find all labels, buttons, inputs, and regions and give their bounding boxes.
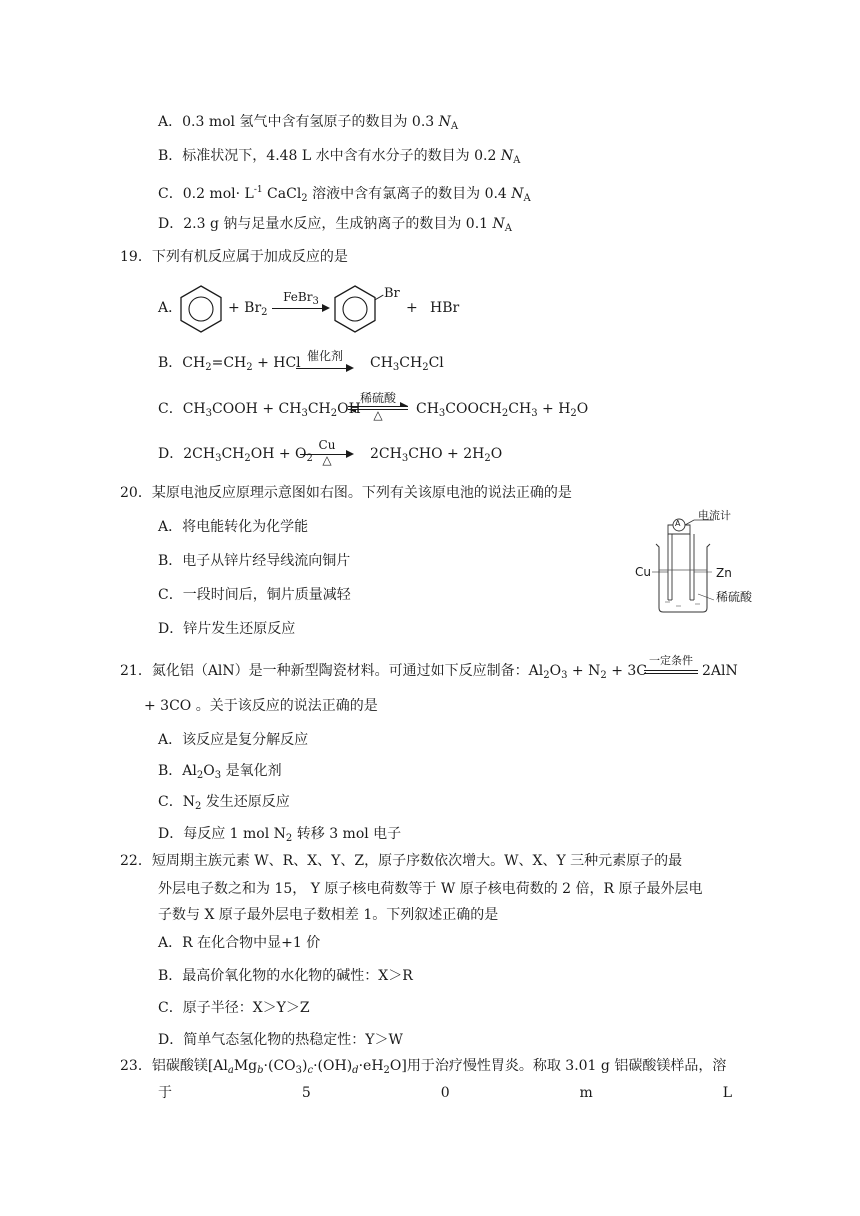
q21-option-d: D．每反应 1 mol $N_2$ 转移 3 mol 电子 — [158, 826, 402, 844]
q21-option-b: B．$Al_2O_3$ 是氧化剂 — [158, 763, 282, 781]
q19-d-catalyst: Cu — [318, 438, 336, 452]
cu-electrode-label: Cu — [635, 565, 651, 579]
q23-word: 0 — [440, 1085, 450, 1101]
q18-option-a: A．0.3 mol 氢气中含有氢原子的数目为 0.3 $N_A$ — [158, 114, 459, 132]
q19-a-catalyst: FeBr$_3$ — [283, 290, 319, 307]
q23-word: 5 — [301, 1085, 311, 1101]
q21-stem-line2: + 3CO 。关于该反应的说法正确的是 — [144, 698, 378, 714]
q20-option-c: C．一段时间后，铜片质量减轻 — [158, 587, 351, 603]
q22-option-d: D．简单气态氢化物的热稳定性：Y＞W — [158, 1032, 403, 1048]
q19-a-br: Br — [384, 286, 400, 301]
q19-d-heat-icon: △ — [322, 453, 332, 467]
current-meter-label: 电流计 — [698, 509, 731, 522]
q19-c-equilibrium-arrow — [348, 391, 408, 423]
q23-word: m — [579, 1085, 593, 1101]
q20-stem: 20．某原电池反应原理示意图如右图。下列有关该原电池的说法正确的是 — [120, 485, 572, 501]
q23-word: L — [722, 1085, 732, 1101]
q21-option-c: C．$N_2$ 发生还原反应 — [158, 794, 290, 812]
q19-stem: 19．下列有机反应属于加成反应的是 — [120, 249, 348, 265]
zn-electrode-label: Zn — [716, 566, 732, 580]
q19-c-heat-icon: △ — [373, 408, 383, 422]
q19-b-catalyst: 催化剂 — [306, 349, 343, 363]
q23-stem-line1: 23．铝碳酸镁$[Al_aMg_b\cdot(CO_3)_c\cdot(OH)_d\cdot eH_2O]$用于治疗慢性胃炎。称取 3.01 g 铝碳酸镁样品，溶 — [120, 1058, 727, 1076]
q21-option-a: A．该反应是复分解反应 — [158, 732, 309, 748]
q19-a-plus: + — [406, 300, 418, 316]
benzene-ring-icon — [178, 284, 224, 334]
q19-a-label: A． — [158, 300, 183, 316]
q19-b-product: $CH_3CH_2Cl$ — [370, 355, 444, 373]
q19-a-arrow — [272, 290, 330, 316]
q20-option-b: B．电子从锌片经导线流向铜片 — [158, 553, 351, 569]
q19-d-arrow — [300, 438, 354, 468]
q20-option-d: D．锌片发生还原反应 — [158, 621, 296, 637]
q20-option-a: A．将电能转化为化学能 — [158, 519, 309, 535]
q23-word: 于 — [158, 1085, 172, 1101]
bromobenzene-icon — [332, 284, 378, 334]
q19-b-arrow — [296, 349, 354, 375]
q18-option-b: B．标准状况下，4.48 L 水中含有水分子的数目为 0.2 $N_A$ — [158, 148, 521, 166]
q21-condition-equals — [644, 655, 698, 681]
q22-option-a: A．R 在化合物中显+1 价 — [158, 935, 321, 951]
q19-option-a — [158, 282, 478, 334]
q19-a-hbr: HBr — [430, 300, 460, 316]
q22-stem-line3: 子数与 X 原子最外层电子数相差 1。下列叙述正确的是 — [158, 907, 499, 923]
q19-option-b: B．$CH_2=CH_2$ + HCl — [158, 355, 301, 373]
q19-d-product: $2CH_3CHO + 2H_2O$ — [370, 446, 503, 464]
q21-condition: 一定条件 — [649, 654, 693, 667]
q22-stem-line1: 22．短周期主族元素 W、R、X、Y、Z，原子序数依次增大。W、X、Y 三种元素原子的最 — [120, 853, 683, 869]
dilute-sulfuric-acid-label: 稀硫酸 — [716, 590, 753, 604]
q21-product: 2AlN — [702, 663, 738, 679]
q19-c-product: $CH_3COOCH_2CH_3 + H_2O$ — [416, 401, 589, 419]
q22-option-b: B．最高价氧化物的水化物的碱性：X＞R — [158, 968, 413, 984]
ammeter-label: A — [675, 519, 681, 528]
q18-option-c: C．0.2 $mol\cdot L^{-1}$ CaCl$_2$ 溶液中含有氯离子的数目为 0.4 $N_A$ — [158, 185, 531, 204]
q19-c-catalyst: 稀硫酸 — [359, 391, 396, 405]
q18-option-d: D．2.3 g 钠与足量水反应，生成钠离子的数目为 0.1 $N_A$ — [158, 216, 512, 234]
q23-stem-line2 — [158, 1083, 732, 1103]
q21-stem-line1: 21．氮化铝（AlN）是一种新型陶瓷材料。可通过如下反应制备：$Al_2O_3 + N_2 + 3C$ — [120, 663, 647, 681]
q19-a-reagent: + $Br_2$ — [228, 300, 268, 318]
q22-option-c: C．原子半径：X＞Y＞Z — [158, 1000, 310, 1016]
q22-stem-line2: 外层电子数之和为 15， Y 原子核电荷数等于 W 原子核电荷数的 2 倍，R 原子最外层电 — [158, 881, 703, 897]
q19-option-c: C．$CH_3COOH + CH_3CH_2OH$ — [158, 401, 361, 419]
galvanic-cell-figure — [632, 510, 762, 620]
q19-option-d: D．$2CH_3CH_2OH + O_2$ — [158, 446, 313, 464]
